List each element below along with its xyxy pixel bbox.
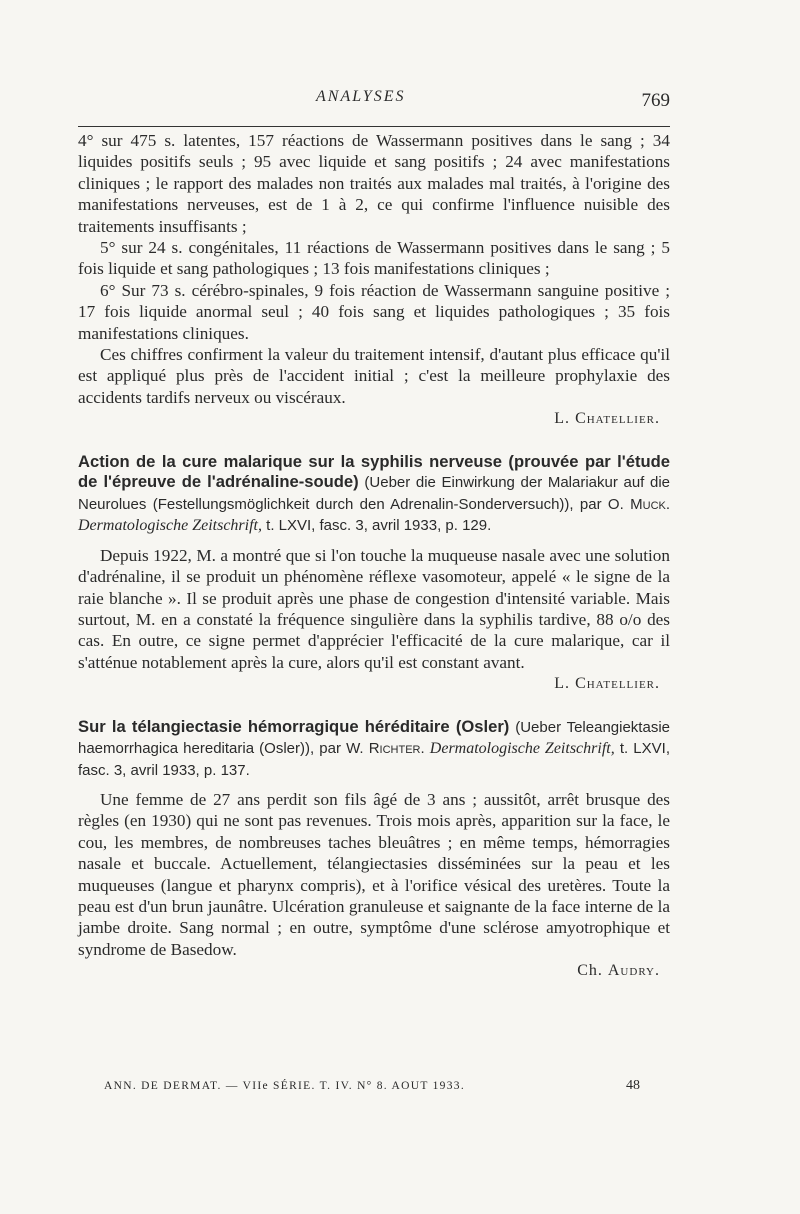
- reference-details: t. LXVI, fasc. 3, avril 1933, p. 137.: [78, 740, 670, 779]
- article-body: Depuis 1922, M. a montré que si l'on touche la muqueuse nasale avec une solution d'adrénaline, il se produit un phénomène réflexe vasomoteur, appelé « le signe de la raie blanche ». Il se produit après une phase de congestion d'intensité variable. Mais surtout, M. en a constaté la fréquence singulière dans la syphilis tardive, 88 o/o des cas. En outre, ce signe permet d'apprécier l'efficacité de la cure malarique, car il s'atténue notablement après la cure, alors qu'il est constant avant.: [78, 545, 670, 672]
- text-body: [78, 130, 670, 988]
- running-title: ANALYSES: [316, 88, 406, 105]
- page-footer: [104, 1080, 670, 1092]
- continuation-paragraph: 6° Sur 73 s. cérébro-spinales, 9 fois réaction de Wassermann sanguine positive ; 17 fois liquide anormal seul ; 40 fois sang et liquides pathologiques ; 35 fois manifestations cliniques.: [78, 280, 670, 343]
- continuation-paragraph: 4° sur 475 s. latentes, 157 réactions de Wassermann positives dans le sang ; 34 liquides positifs seuls ; 95 avec liquide et sang positifs ; 24 avec manifestations cliniques ; le rapport des malades non traités aux malades mal traités, à l'origine des manifestations nerveuses, est de 1 à 2, ce qui confirme l'influence nuisible des traitements insuffisants ;: [78, 131, 670, 236]
- sheet-number: 48: [626, 1078, 640, 1093]
- journal-name: Dermatologische Zeitschrift,: [429, 740, 615, 758]
- signature-initial: L.: [554, 675, 571, 693]
- article-body: Une femme de 27 ans perdit son fils âgé de 3 ans ; aussitôt, arrêt brusque des règles (en 1930) qui ne sont pas revenues. Trois mois après, apparition sur la face, le cou, les membres, de nombreuses taches bleuâtres ; en même temps, hémorragies nasale et buccale. Actuellement, télangiectasies disséminées sur la peau et les muqueuses (langue et pharynx compris), et à l'orifice vésical des uretères. Toute la peau est d'un brun jaunâtre. Ulcération granuleuse et saignante de la face interne de la jambe droite. Sang normal ; en outre, symptôme d'une sclérose amyotrophique et syndrome de Basedow.: [78, 790, 670, 959]
- journal-name: Dermatologische Zeitschrift,: [78, 517, 262, 535]
- running-head: [78, 88, 670, 118]
- continuation-paragraph: Ces chiffres confirment la valeur du traitement intensif, d'autant plus efficace qu'il est appliqué plus près de l'accident initial ; c'est la meilleure prophylaxie des accidents tardifs nerveux ou viscéraux.: [78, 345, 670, 407]
- signature: [78, 408, 670, 429]
- signature-initial: Ch.: [577, 962, 603, 980]
- reference-details: t. LXVI, fasc. 3, avril 1933, p. 129.: [266, 517, 492, 535]
- signature-name: Chatellier.: [575, 675, 660, 693]
- page-number: 769: [641, 90, 670, 111]
- article-title: Sur la télangiectasie hémorragique héréditaire (Osler): [78, 716, 510, 736]
- signature-name: Audry.: [607, 962, 660, 980]
- article-title: Action de la cure malarique sur la syphilis nerveuse (prouvée par l'étude de l'épreuve de l'adrénaline-soude): [78, 451, 670, 492]
- signature: [78, 960, 670, 981]
- continuation-paragraph: 5° sur 24 s. congénitales, 11 réactions de Wassermann positives dans le sang ; 5 fois liquide et sang pathologiques ; 13 fois manifestations cliniques ;: [78, 238, 670, 279]
- header-rule: [78, 126, 670, 127]
- article-author: Richter.: [368, 740, 425, 758]
- signature-name: Chatellier.: [575, 410, 660, 428]
- reference-text: (Ueber die Einwirkung der Malariakur auf die Neurolues (Festellungsmöglichkeit durch den Adrenalin-Sonderversuch)), par O.: [78, 474, 670, 513]
- reference-text: (Ueber Teleangiektasie haemorrhagica hereditaria (Osler)), par W.: [78, 718, 670, 758]
- article-heading: [78, 452, 670, 537]
- article-heading: [78, 717, 670, 782]
- signature: [78, 673, 670, 694]
- signature-initial: L.: [554, 410, 571, 428]
- article-author: Muck.: [630, 495, 671, 513]
- footer-text: ANN. DE DERMAT. — VIIe SÉRIE. T. IV. N° 8. AOUT 1933.: [104, 1080, 465, 1092]
